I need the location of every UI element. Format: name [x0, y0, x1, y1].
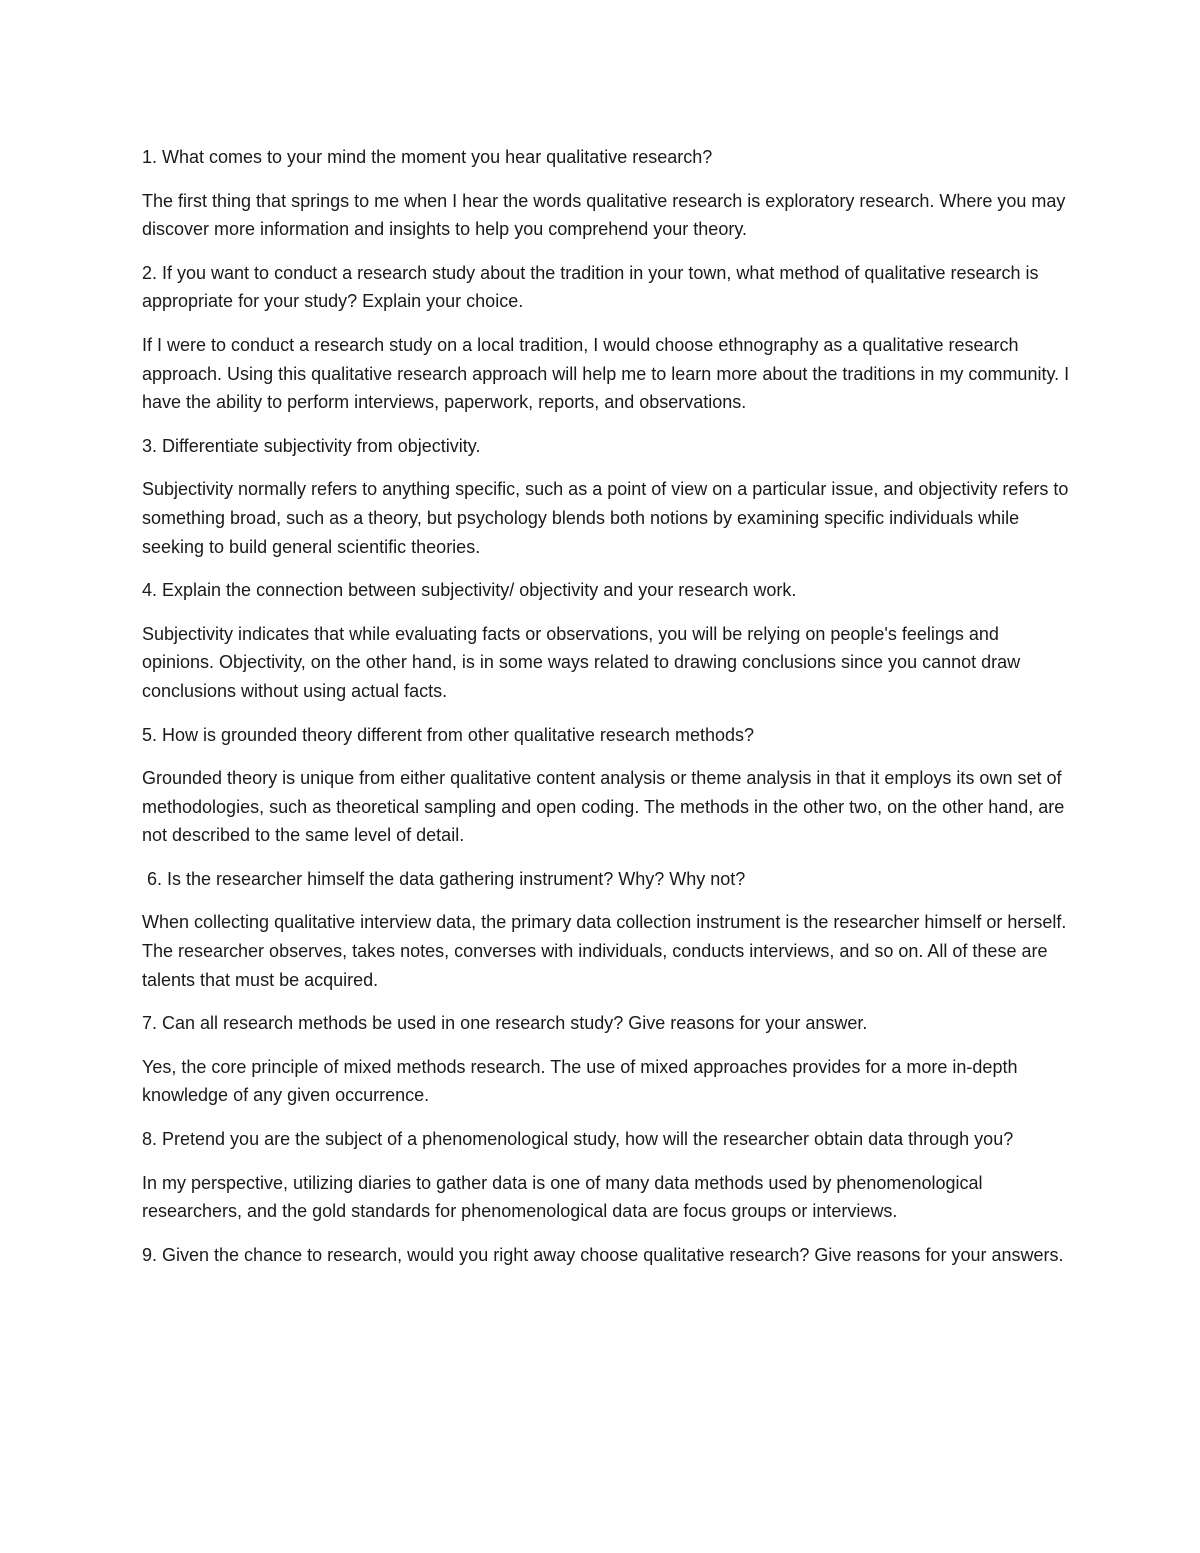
question-4: 4. Explain the connection between subjectivity/ objectivity and your research work. [142, 580, 797, 601]
answer-2: If I were to conduct a research study on a local tradition, I would choose ethnography as a qualitative research approach. Using this qualitative research approach will help me to learn more about the traditions in my community. I have the ability to perform interviews, paperwork, reports, and observations. [142, 334, 1070, 413]
document-body [142, 143, 1072, 1284]
answer-1: The first thing that springs to me when I hear the words qualitative research is exploratory research. Where you may discover more information and insights to help you comprehend your theory. [142, 190, 1066, 240]
question-7: 7. Can all research methods be used in one research study? Give reasons for your answer. [142, 1013, 868, 1034]
qa-item-3 [142, 432, 1072, 561]
qa-item-4 [142, 576, 1072, 705]
question-6: 6. Is the researcher himself the data gathering instrument? Why? Why not? [147, 868, 746, 889]
qa-item-9 [142, 1241, 1072, 1270]
question-5: 5. How is grounded theory different from other qualitative research methods? [142, 724, 754, 745]
answer-7: Yes, the core principle of mixed methods research. The use of mixed approaches provides for a more in-depth knowledge of any given occurrence. [142, 1056, 1018, 1106]
qa-item-5 [142, 721, 1072, 850]
question-3: 3. Differentiate subjectivity from objectivity. [142, 435, 481, 456]
qa-item-1 [142, 143, 1072, 244]
question-9: 9. Given the chance to research, would you right away choose qualitative research? Give reasons for your answers. [142, 1244, 1064, 1265]
qa-item-2 [142, 259, 1072, 417]
question-8: 8. Pretend you are the subject of a phenomenological study, how will the researcher obtain data through you? [142, 1129, 1014, 1150]
answer-6: When collecting qualitative interview data, the primary data collection instrument is the researcher himself or herself. The researcher observes, takes notes, converses with individuals, conducts interviews, and so on. All of these are talents that must be acquired. [142, 912, 1067, 990]
question-2: 2. If you want to conduct a research study about the tradition in your town, what method of qualitative research is appropriate for your study? Explain your choice. [142, 262, 1039, 312]
question-1: 1. What comes to your mind the moment you hear qualitative research? [142, 147, 713, 167]
qa-item-8 [142, 1125, 1072, 1226]
answer-4: Subjectivity indicates that while evaluating facts or observations, you will be relying on people's feelings and opinions. Objectivity, on the other hand, is in some ways related to drawing conclusions since you cannot draw conclusions without using actual facts. [142, 623, 1021, 701]
answer-5: Grounded theory is unique from either qualitative content analysis or theme analysis in that it employs its own set of methodologies, such as theoretical sampling and open coding. The methods in the other two, on the other hand, are not described to the same level of detail. [142, 768, 1065, 846]
qa-item-6 [142, 865, 1072, 994]
answer-3: Subjectivity normally refers to anything specific, such as a point of view on a particular issue, and objectivity refers to something broad, such as a theory, but psychology blends both notions by examining specific individuals while seeking to build general scientific theories. [142, 479, 1069, 557]
qa-item-7 [142, 1009, 1072, 1110]
answer-8: In my perspective, utilizing diaries to gather data is one of many data methods used by phenomenological researchers, and the gold standards for phenomenological data are focus groups or interviews. [142, 1172, 983, 1222]
